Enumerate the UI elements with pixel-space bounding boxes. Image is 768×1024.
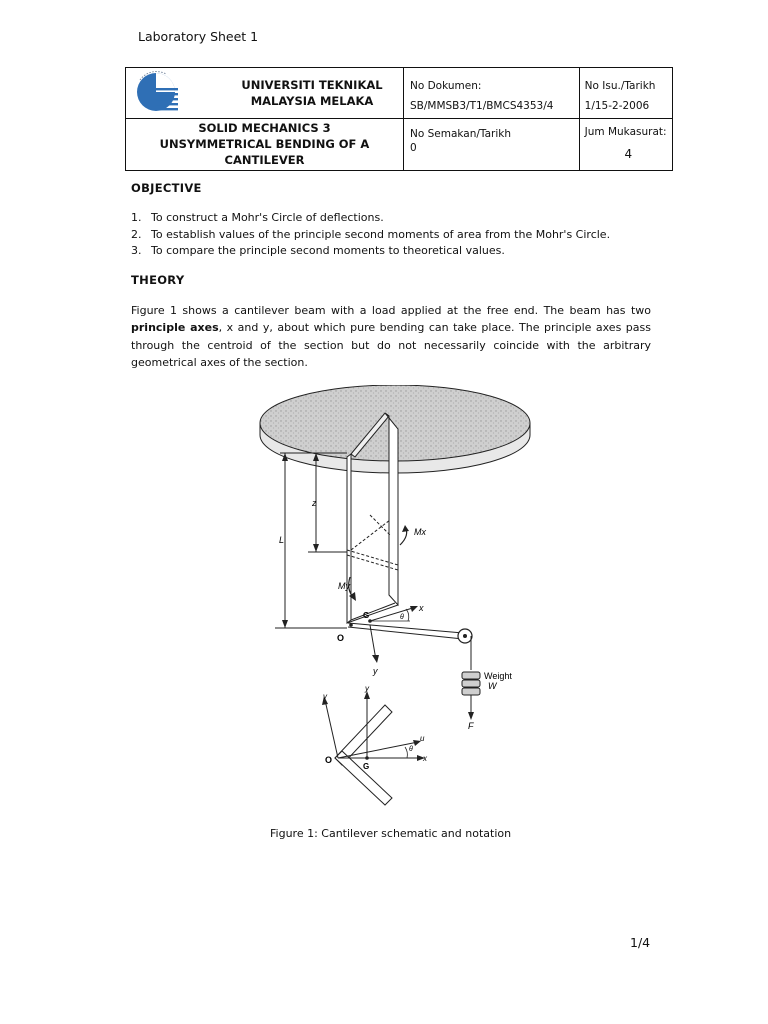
objective-text: To construct a Mohr's Circle of deflections. <box>151 211 384 224</box>
objective-text: To establish values of the principle second moments of area from the Mohr's Circle. <box>151 227 611 241</box>
issue-date-cell <box>579 68 672 119</box>
x-axis-label-2: x <box>423 754 427 763</box>
page-number: 1/4 <box>630 935 651 950</box>
issue-date-value: 1/15-2-2006 <box>584 100 650 112</box>
O-label: O <box>337 633 345 643</box>
objective-number: 3. <box>131 244 142 257</box>
objective-text: To compare the principle second moments to theoretical values. <box>151 244 505 257</box>
revision-value: 0 <box>409 142 417 154</box>
u-axis-label: u <box>420 734 425 743</box>
revision-cell <box>403 119 579 171</box>
issue-date-label: No Isu./Tarikh <box>584 80 656 92</box>
y-axis-label: y <box>373 666 378 676</box>
y-axis-label-2: y <box>365 684 369 693</box>
O-label-2: O <box>325 755 333 765</box>
lab-sheet-title: Laboratory Sheet 1 <box>138 29 259 44</box>
page-count-value: 4 <box>624 147 633 161</box>
course-title-line1: SOLID MECHANICS 3 <box>198 121 331 135</box>
theory-text-bold: principle axes <box>131 321 219 335</box>
figure-caption: Figure 1: Cantilever schematic and notation <box>270 827 512 840</box>
theory-text-part1: Figure 1 shows a cantilever beam with a load applied at the free end. The beam has two <box>131 304 651 317</box>
document-number-value: SB/MMSB3/T1/BMCS4353/4 <box>409 100 554 112</box>
university-name-cell <box>221 68 403 119</box>
objective-heading: OBJECTIVE <box>131 181 202 195</box>
cantilever-figure <box>230 385 560 825</box>
F-label: F <box>468 721 474 731</box>
objective-item <box>131 227 610 244</box>
page-count-cell <box>579 119 672 171</box>
course-title-line3: CANTILEVER <box>224 153 305 167</box>
page-count-label: Jum Mukasurat: <box>584 126 667 138</box>
theta-label: θ <box>400 614 404 621</box>
course-title-line2: UNSYMMETRICAL BENDING OF A <box>159 137 370 151</box>
z-label: z <box>312 498 317 508</box>
university-logo-icon <box>126 68 221 115</box>
theory-text-part2: , x and y, about which pure bending can take place. The principle axes pass through the centroid of the section but do not necessarily coincide with the arbitrary geometrical axes of the section. <box>131 321 651 369</box>
G-label: G <box>363 611 370 620</box>
document-number-cell <box>403 68 579 119</box>
objective-item <box>131 210 610 227</box>
My-label: My <box>338 581 350 591</box>
document-number-label: No Dokumen: <box>409 80 482 92</box>
university-name-line2: MALAYSIA MELAKA <box>250 94 374 108</box>
theory-paragraph <box>131 302 651 371</box>
L-label: L <box>279 535 285 545</box>
v-axis-label: v <box>323 692 327 701</box>
revision-label: No Semakan/Tarikh <box>409 128 511 140</box>
university-name-line1: UNIVERSITI TEKNIKAL <box>241 78 383 92</box>
theta-label-2: θ <box>409 746 413 753</box>
G-label-2: G <box>363 762 370 771</box>
Mx-label: Mx <box>414 527 426 537</box>
logo-cell <box>126 68 222 119</box>
x-axis-label: x <box>419 603 424 613</box>
course-title-cell <box>126 119 404 171</box>
objective-item <box>131 243 610 260</box>
objective-number: 1. <box>131 211 142 224</box>
objective-list <box>131 210 610 260</box>
W-label: W <box>488 681 497 691</box>
theory-heading: THEORY <box>131 273 185 287</box>
document-header-table <box>125 67 673 171</box>
objective-number: 2. <box>131 227 142 241</box>
weight-label: Weight <box>484 671 512 681</box>
